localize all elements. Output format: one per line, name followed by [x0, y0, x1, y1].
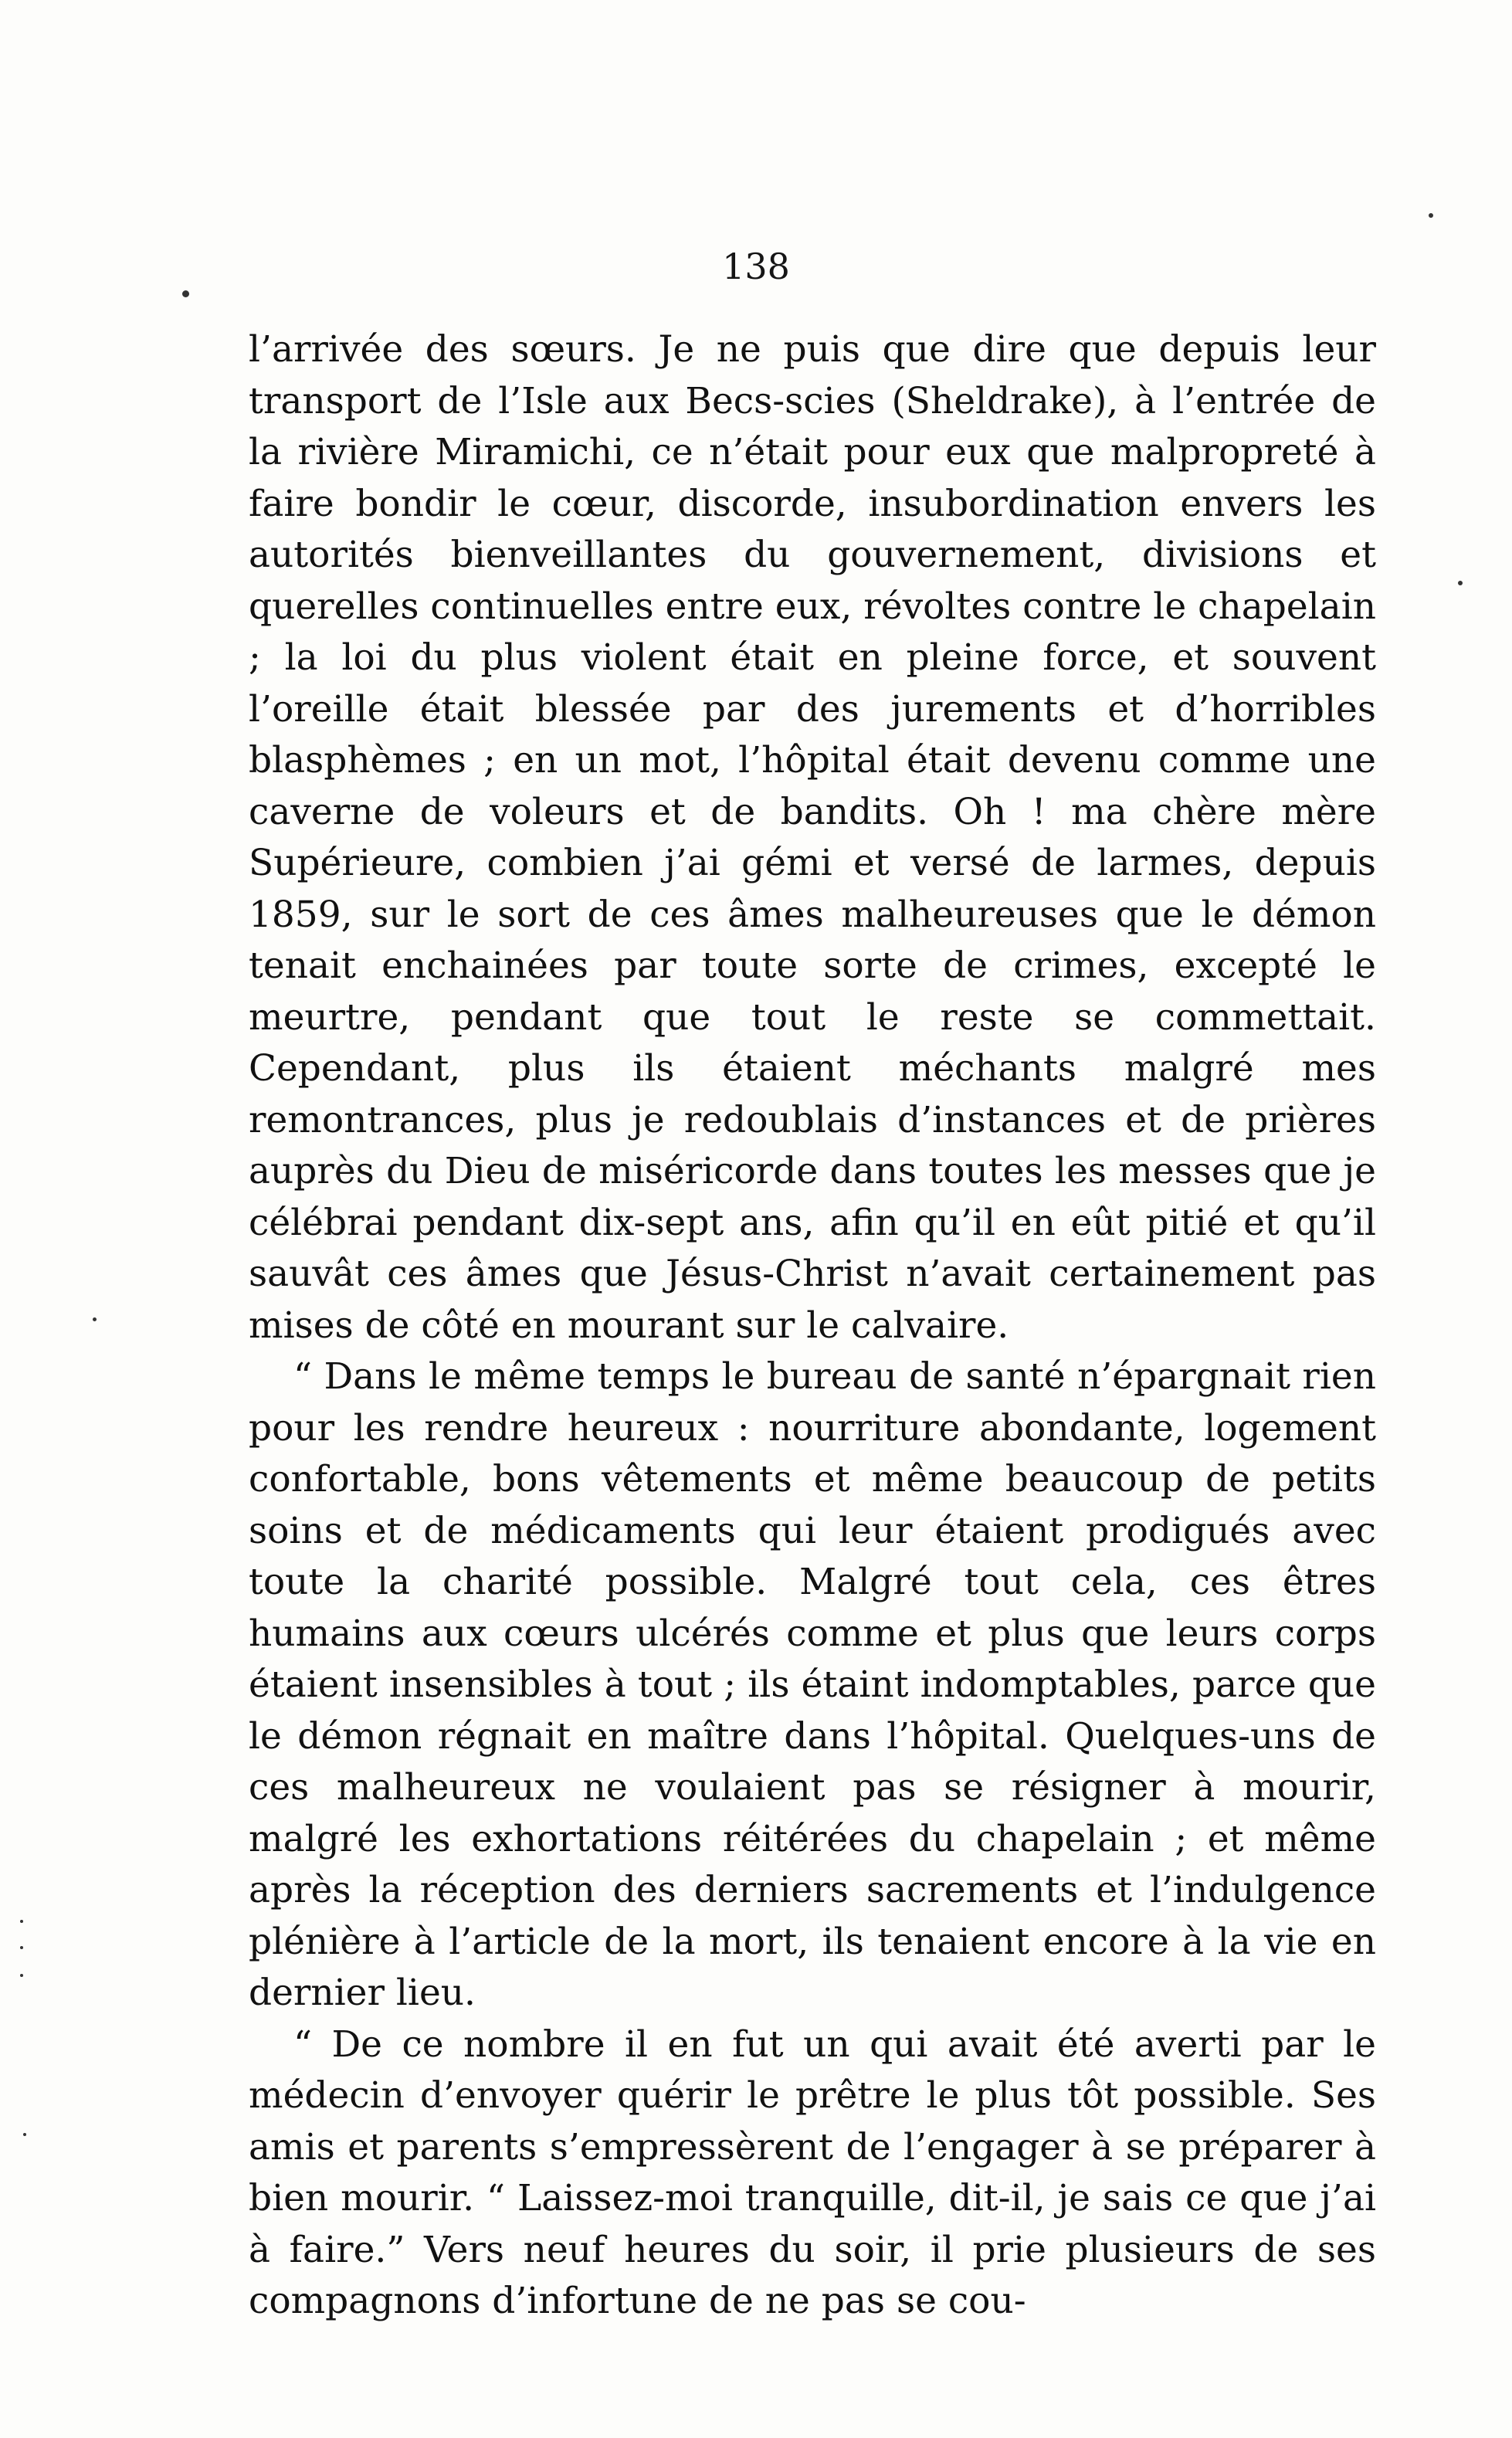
- body-text: [249, 324, 1376, 2328]
- paragraph-3: “ De ce nombre il en fut un qui avait été averti par le médecin d’envoyer quérir le prêtre le plus tôt possible. Ses amis et parents s’empressèrent de l’engager à se préparer à bien mourir. “ Laissez-moi tranquille, dit-il, je sais ce que j’ai à faire.” Vers neuf heures du soir, il prie plusieurs de ses compagnons d’infortune de ne pas se cou-: [249, 2023, 1376, 2322]
- scan-speck: [1458, 581, 1463, 585]
- page-number: 138: [722, 246, 790, 287]
- scan-speck: [20, 1974, 23, 1977]
- scan-speck: [182, 290, 189, 297]
- paragraph-2: “ Dans le même temps le bureau de santé n’épargnait rien pour les rendre heureux : nourriture abondante, logement confortable, bons vêtements et même beaucoup de petits soins et de médicaments qui leur étaient prodigués avec toute la charité possible. Malgré tout cela, ces êtres humains aux cœurs ulcérés comme et plus que leurs corps étaient insensibles à tout ; ils étaint indomptables, parce que le démon régnait en maître dans l’hôpital. Quelques-uns de ces malheureux ne voulaient pas se résigner à mourir, malgré les exhortations réitérées du chapelain ; et même après la réception des derniers sacrements et l’indulgence plénière à l’article de la mort, ils tenaient encore à la vie en dernier lieu.: [249, 1355, 1376, 2014]
- scan-speck: [20, 1946, 23, 1949]
- scan-speck: [93, 1317, 97, 1321]
- scan-speck: [23, 2133, 26, 2136]
- scan-speck: [20, 1920, 23, 1923]
- paragraph-1: l’arrivée des sœurs. Je ne puis que dire que depuis leur transport de l’Isle aux Becs-scies (Sheldrake), à l’entrée de la rivière Miramichi, ce n’était pour eux que malpropreté à faire bondir le cœur, discorde, insubordination envers les autorités bienveillantes du gouvernement, divisions et querelles continuelles entre eux, révoltes contre le chapelain ; la loi du plus violent était en pleine force, et souvent l’oreille était blessée par des jurements et d’horribles blasphèmes ; en un mot, l’hôpital était devenu comme une caverne de voleurs et de bandits. Oh ! ma chère mère Supérieure, combien j’ai gémi et versé de larmes, depuis 1859, sur le sort de ces âmes malheureuses que le démon tenait enchainées par toute sorte de crimes, excepté le meurtre, pendant que tout le reste se commettait. Cependant, plus ils étaient méchants malgré mes remontrances, plus je redoublais d’instances et de prières auprès du Dieu de miséricorde dans toutes les messes que je célébrai pendant dix-sept ans, afin qu’il en eût pitié et qu’il sauvât ces âmes que Jésus-Christ n’avait certainement pas mises de côté en mourant sur le calvaire.: [249, 328, 1376, 1347]
- scan-speck: [1429, 213, 1433, 218]
